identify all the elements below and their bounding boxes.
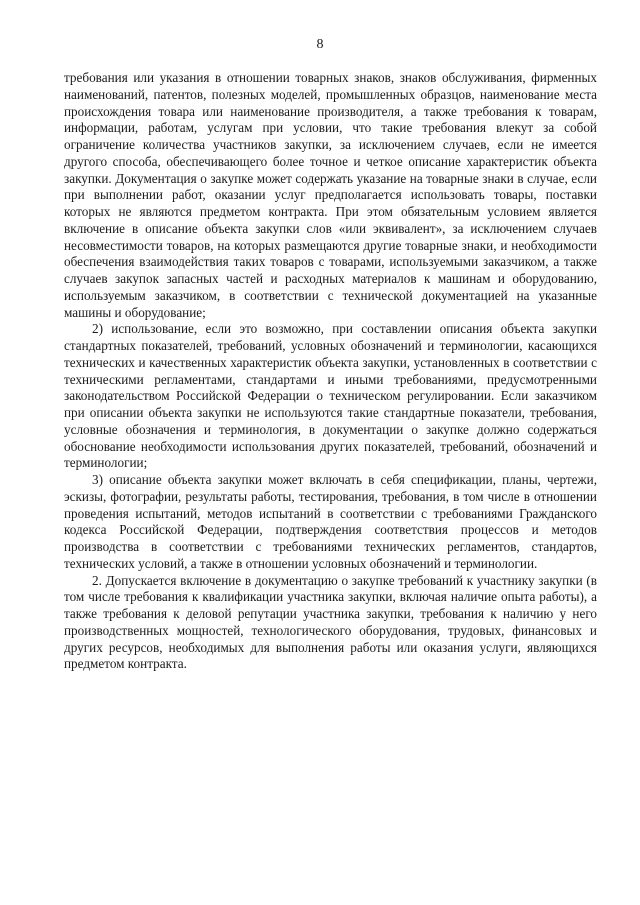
paragraph-item-3: 3) описание объекта закупки может включать в себя спецификации, планы, чертежи, эскизы, фотографии, результаты работы, тестирования, требования, в том числе в отношении проведения испытаний, методов испытаний в соответствии с требованиями Гражданского кодекса Российской Федерации, подтверждения соответствия процессов и методов производства в соответствии с требованиями технических регламентов, стандартов, технических условий, а также в отношении условных обозначений и терминологии. xyxy=(64,472,597,571)
page-number: 8 xyxy=(316,37,324,52)
document-body xyxy=(64,70,597,673)
paragraph-item-2: 2) использование, если это возможно, при составлении описания объекта закупки стандартных показателей, требований, условных обозначений и терминологии, касающихся технических и качественных характеристик объекта закупки, установленных в соответствии с техническими регламентами, стандартами и иными требованиями, предусмотренными законодательством Российской Федерации о техническом регулировании. Если заказчиком при описании объекта закупки не используются такие стандартные показатели, требования, условные обозначения и терминология, в документации о закупке должно содержаться обоснование необходимости использования других показателей, требований, обозначений и терминологии; xyxy=(64,321,597,471)
paragraph-continuation: требования или указания в отношении товарных знаков, знаков обслуживания, фирменных наименований, патентов, полезных моделей, промышленных образцов, наименование места происхождения товара или наименование производителя, а также требования к товарам, информации, работам, услугам при условии, что такие требования влекут за собой ограничение количества участников закупки, за исключением случаев, если не имеется другого способа, обеспечивающего более точное и четкое описание характеристик объекта закупки. Документация о закупке может содержать указание на товарные знаки в случае, если при выполнении работ, оказании услуг предполагается использовать товары, поставки которых не являются предметом контракта. При этом обязательным условием является включение в описание объекта закупки слов «или эквивалент», за исключением случаев несовместимости товаров, на которых размещаются другие товарные знаки, и необходимости обеспечения взаимодействия таких товаров с товарами, используемыми заказчиком, а также случаев закупок запасных частей и расходных материалов к машинам и оборудованию, используемым заказчиком, в соответствии с технической документацией на указанные машины и оборудование; xyxy=(64,70,597,320)
paragraph-section-2: 2. Допускается включение в документацию о закупке требований к участнику закупки (в том числе требования к квалификации участника закупки, включая наличие опыта работы), а также требования к деловой репутации участника закупки, требования к наличию у него производственных мощностей, технологического оборудования, трудовых, финансовых и других ресурсов, необходимых для выполнения работы или оказания услуги, являющихся предметом контракта. xyxy=(64,572,597,672)
